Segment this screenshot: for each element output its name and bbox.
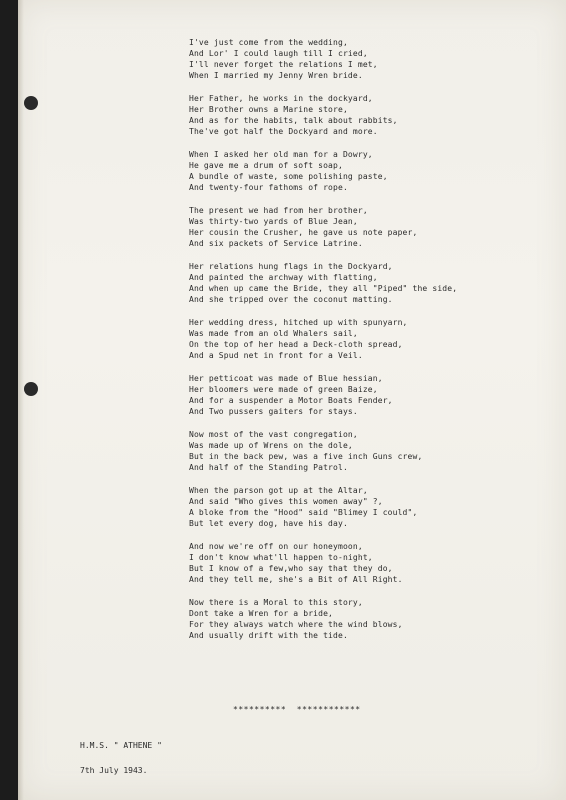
poem-line: Was thirty-two yards of Blue Jean, [189, 217, 358, 226]
stanza-2 [189, 93, 457, 137]
poem-line: And when up came the Bride, they all "Piped" the side, [189, 284, 458, 293]
asterisk-divider: ********** ************ [233, 705, 361, 714]
poem-line: Her Brother owns a Marine store, [189, 105, 348, 114]
poem-line: Her petticoat was made of Blue hessian, [189, 374, 383, 383]
poem-line: Her relations hung flags in the Dockyard, [189, 262, 393, 271]
poem-line: The've got half the Dockyard and more. [189, 127, 378, 136]
stanza-9 [189, 485, 457, 529]
poem-line: And usually drift with the tide. [189, 631, 348, 640]
poem-line: And she tripped over the coconut matting. [189, 295, 393, 304]
poem-line: Was made up of Wrens on the dole, [189, 441, 353, 450]
poem-line: And Two pussers gaiters for stays. [189, 407, 358, 416]
poem-line: When the parson got up at the Altar, [189, 486, 368, 495]
stanza-5 [189, 261, 457, 305]
punch-hole [24, 96, 38, 110]
stanza-10 [189, 541, 457, 585]
poem-line: On the top of her head a Deck-cloth spread, [189, 340, 403, 349]
poem-line: And half of the Standing Patrol. [189, 463, 348, 472]
stanza-8 [189, 429, 457, 473]
poem-line: Dont take a Wren for a bride, [189, 609, 334, 618]
poem-line: Now there is a Moral to this story, [189, 598, 363, 607]
poem-line: He gave me a drum of soft soap, [189, 161, 343, 170]
poem-line: A bloke from the "Hood" said "Blimey I could", [189, 508, 418, 517]
poem-line: And now we're off on our honeymoon, [189, 542, 363, 551]
stanza-4 [189, 205, 457, 249]
poem-line: Her bloomers were made of green Baize, [189, 385, 378, 394]
poem-line: I don't know what'll happen to-night, [189, 553, 373, 562]
poem-line: But let every dog, have his day. [189, 519, 348, 528]
poem-line: And Lor' I could laugh till I cried, [189, 49, 368, 58]
stanza-11 [189, 597, 457, 641]
punch-hole [24, 382, 38, 396]
stanza-1 [189, 37, 457, 81]
poem-line: A bundle of waste, some polishing paste, [189, 172, 388, 181]
poem-line: Her cousin the Crusher, he gave us note paper, [189, 228, 418, 237]
stanza-7 [189, 373, 457, 417]
poem-line: When I married my Jenny Wren bride. [189, 71, 363, 80]
poem-line: But I know of a few,who say that they do, [189, 564, 393, 573]
poem-line: And painted the archway with flatting, [189, 273, 378, 282]
poem-line: I've just come from the wedding, [189, 38, 348, 47]
poem-line: And they tell me, she's a Bit of All Right. [189, 575, 403, 584]
poem-line: And for a suspender a Motor Boats Fender, [189, 396, 393, 405]
document-date: 7th July 1943. [80, 766, 148, 775]
poem-line: And as for the habits, talk about rabbits, [189, 116, 398, 125]
poem-body [189, 37, 457, 653]
poem-line: Her Father, he works in the dockyard, [189, 94, 373, 103]
poem-line: But in the back pew, was a five inch Guns crew, [189, 452, 423, 461]
poem-line: And a Spud net in front for a Veil. [189, 351, 363, 360]
poem-line: Was made from an old Whalers sail, [189, 329, 358, 338]
poem-line: The present we had from her brother, [189, 206, 368, 215]
poem-line: And twenty-four fathoms of rope. [189, 183, 348, 192]
stanza-6 [189, 317, 457, 361]
poem-line: When I asked her old man for a Dowry, [189, 150, 373, 159]
poem-line: I'll never forget the relations I met, [189, 60, 378, 69]
poem-line: And said "Who gives this women away" ?, [189, 497, 383, 506]
ship-name: H.M.S. " ATHENE " [80, 741, 162, 750]
poem-line: Now most of the vast congregation, [189, 430, 358, 439]
stanza-3 [189, 149, 457, 193]
poem-line: Her wedding dress, hitched up with spunyarn, [189, 318, 408, 327]
poem-line: For they always watch where the wind blows, [189, 620, 403, 629]
poem-line: And six packets of Service Latrine. [189, 239, 363, 248]
